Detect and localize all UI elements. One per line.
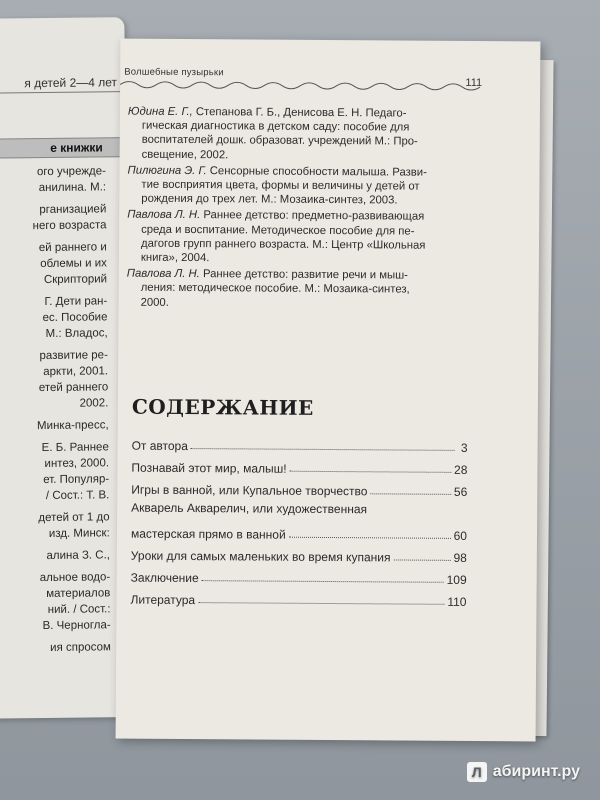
toc-item <box>132 431 468 455</box>
left-text-line: рганизацией <box>39 203 107 217</box>
left-text-line: ей раннего и <box>38 241 107 255</box>
toc-item <box>130 585 466 609</box>
left-text-line: него возраста <box>32 219 107 233</box>
left-text-line: / Сост.: Т. В. <box>45 489 110 502</box>
left-text-line: интез, 2000. <box>44 457 110 470</box>
labirint-logo-icon: Л <box>467 762 487 782</box>
toc-item <box>131 519 467 543</box>
left-text-line: ес. Пособие <box>42 311 108 325</box>
left-text-line: ет. Популяр- <box>43 473 110 487</box>
reference-text: дагогов групп раннего возраста. М.: Центр «Школьная <box>140 237 426 252</box>
left-running-header: я детей 2—4 лет <box>24 75 118 91</box>
toc-item-page: 109 <box>446 572 467 587</box>
reference-text: Степанова Г. Б., Денисова Е. Н. Педаго- <box>192 106 407 120</box>
left-text-line: ний. / Сост.: <box>47 603 111 616</box>
left-text-line: анилина. М.: <box>38 181 107 195</box>
reference-text: книга», 2004. <box>140 251 210 265</box>
left-text-line: Г. Дети ран- <box>44 295 108 308</box>
toc-item-page: 60 <box>453 528 468 543</box>
reference-text: Сенсорные способности малыша. Разви- <box>206 164 427 179</box>
toc-leader-dots <box>290 471 451 473</box>
toc-item-title: Познавай этот мир, малыш! <box>131 460 287 476</box>
labirint-watermark <box>467 762 580 782</box>
left-section-tab: е книжки <box>0 137 128 159</box>
left-text-line: Скрипторий <box>43 273 108 286</box>
toc-item-title: Литература <box>130 592 196 608</box>
left-text-line: альное водо- <box>39 571 111 585</box>
toc-item-title: мастерская прямо в ванной <box>130 526 286 542</box>
toc-item-page: 56 <box>453 484 468 499</box>
left-text-line: детей от 1 до <box>38 511 110 525</box>
toc-leader-dots <box>370 493 450 495</box>
toc-item-title: Уроки для самых маленьких во время купания <box>130 548 391 565</box>
toc-item-title: От автора <box>131 438 188 454</box>
reference-line <box>127 251 467 268</box>
reference-text: Раннее детство: развитие речи и мыш- <box>199 268 408 282</box>
running-header: Волшебные пузырьки <box>124 66 224 79</box>
toc-item <box>131 541 467 565</box>
reference-entry <box>127 208 467 267</box>
reference-author: Павлова Л. Н. <box>126 267 200 281</box>
left-page <box>0 17 132 719</box>
toc-leader-dots <box>393 559 450 560</box>
reference-list <box>127 105 468 314</box>
left-text-line: изд. Минск: <box>48 527 110 540</box>
left-text-line: 2002. <box>79 397 109 410</box>
left-text-line: развитие ре- <box>39 349 108 363</box>
reference-text: среда и воспитание. Методическое пособие для пе- <box>141 223 415 238</box>
toc-item-page: 110 <box>447 594 467 609</box>
reference-text: рождения до трех лет. М.: Мозаика-синтез, 2003. <box>141 192 398 207</box>
reference-line <box>127 281 467 298</box>
right-page <box>116 39 541 742</box>
reference-line <box>128 147 468 164</box>
toc-item <box>131 453 467 477</box>
toc-leader-dots <box>202 580 444 583</box>
reference-entry <box>127 163 467 208</box>
reference-text: свещение, 2002. <box>141 148 229 161</box>
toc-leader-dots <box>191 448 455 451</box>
reference-author: Юдина Е. Г., <box>127 105 193 119</box>
reference-text: воспитателей дошк. образоват. учреждений М.: Про- <box>141 134 418 149</box>
toc-item <box>131 563 467 587</box>
reference-author: Пилюгина Э. Г. <box>127 164 207 177</box>
left-text-line: Минка-пресс, <box>36 419 109 433</box>
left-text-line: облемы и их <box>40 257 107 271</box>
toc-item-page: 3 <box>460 440 468 455</box>
page-number: 111 <box>465 76 483 90</box>
left-header-rule <box>0 91 122 94</box>
left-text-line: ия спросом <box>50 641 111 654</box>
toc-leader-dots <box>289 537 451 539</box>
left-text-line: аркти, 2001. <box>43 365 109 379</box>
reference-text: тие восприятия цвета, формы и величины у детей от <box>141 178 420 193</box>
left-text-line: алина З. С., <box>46 549 111 562</box>
left-text-line: В. Черногла- <box>42 619 111 633</box>
reference-text: 2000. <box>140 296 169 309</box>
toc-leader-dots <box>198 602 444 605</box>
reference-text: Раннее детство: предметно-развивающая <box>200 209 425 224</box>
toc-item-title-line: Акварель Акварелич, или художественная <box>131 500 368 517</box>
reference-author: Павлова Л. Н. <box>127 209 201 222</box>
toc-item-title: Игры в ванной, или Купальное творчество <box>131 482 368 499</box>
reference-line <box>127 192 467 209</box>
toc-title: СОДЕРЖАНИЕ <box>131 394 314 420</box>
toc-item-page: 98 <box>453 550 467 565</box>
reference-line <box>127 295 467 312</box>
header-wave-rule <box>120 76 483 94</box>
toc-item-page: 28 <box>454 462 468 477</box>
reference-text: гическая диагностика в детском саду: пособие для <box>141 119 410 134</box>
left-text-line: М.: Владос, <box>45 327 108 340</box>
reference-text: ления: методическое пособие. М.: Мозаика-синтез, <box>140 282 410 297</box>
left-text-line: ого учрежде- <box>36 165 107 179</box>
reference-entry <box>127 267 467 312</box>
left-text-line: Е. Б. Раннее <box>41 441 109 455</box>
left-text-column <box>0 163 111 657</box>
watermark-text: абиринт.ру <box>492 763 580 780</box>
left-text-line: материалов <box>46 587 111 600</box>
table-of-contents <box>130 431 467 609</box>
toc-item <box>131 475 467 499</box>
toc-item-title: Заключение <box>130 570 199 586</box>
left-text-line: етей раннего <box>38 381 109 395</box>
reference-entry <box>128 105 468 164</box>
